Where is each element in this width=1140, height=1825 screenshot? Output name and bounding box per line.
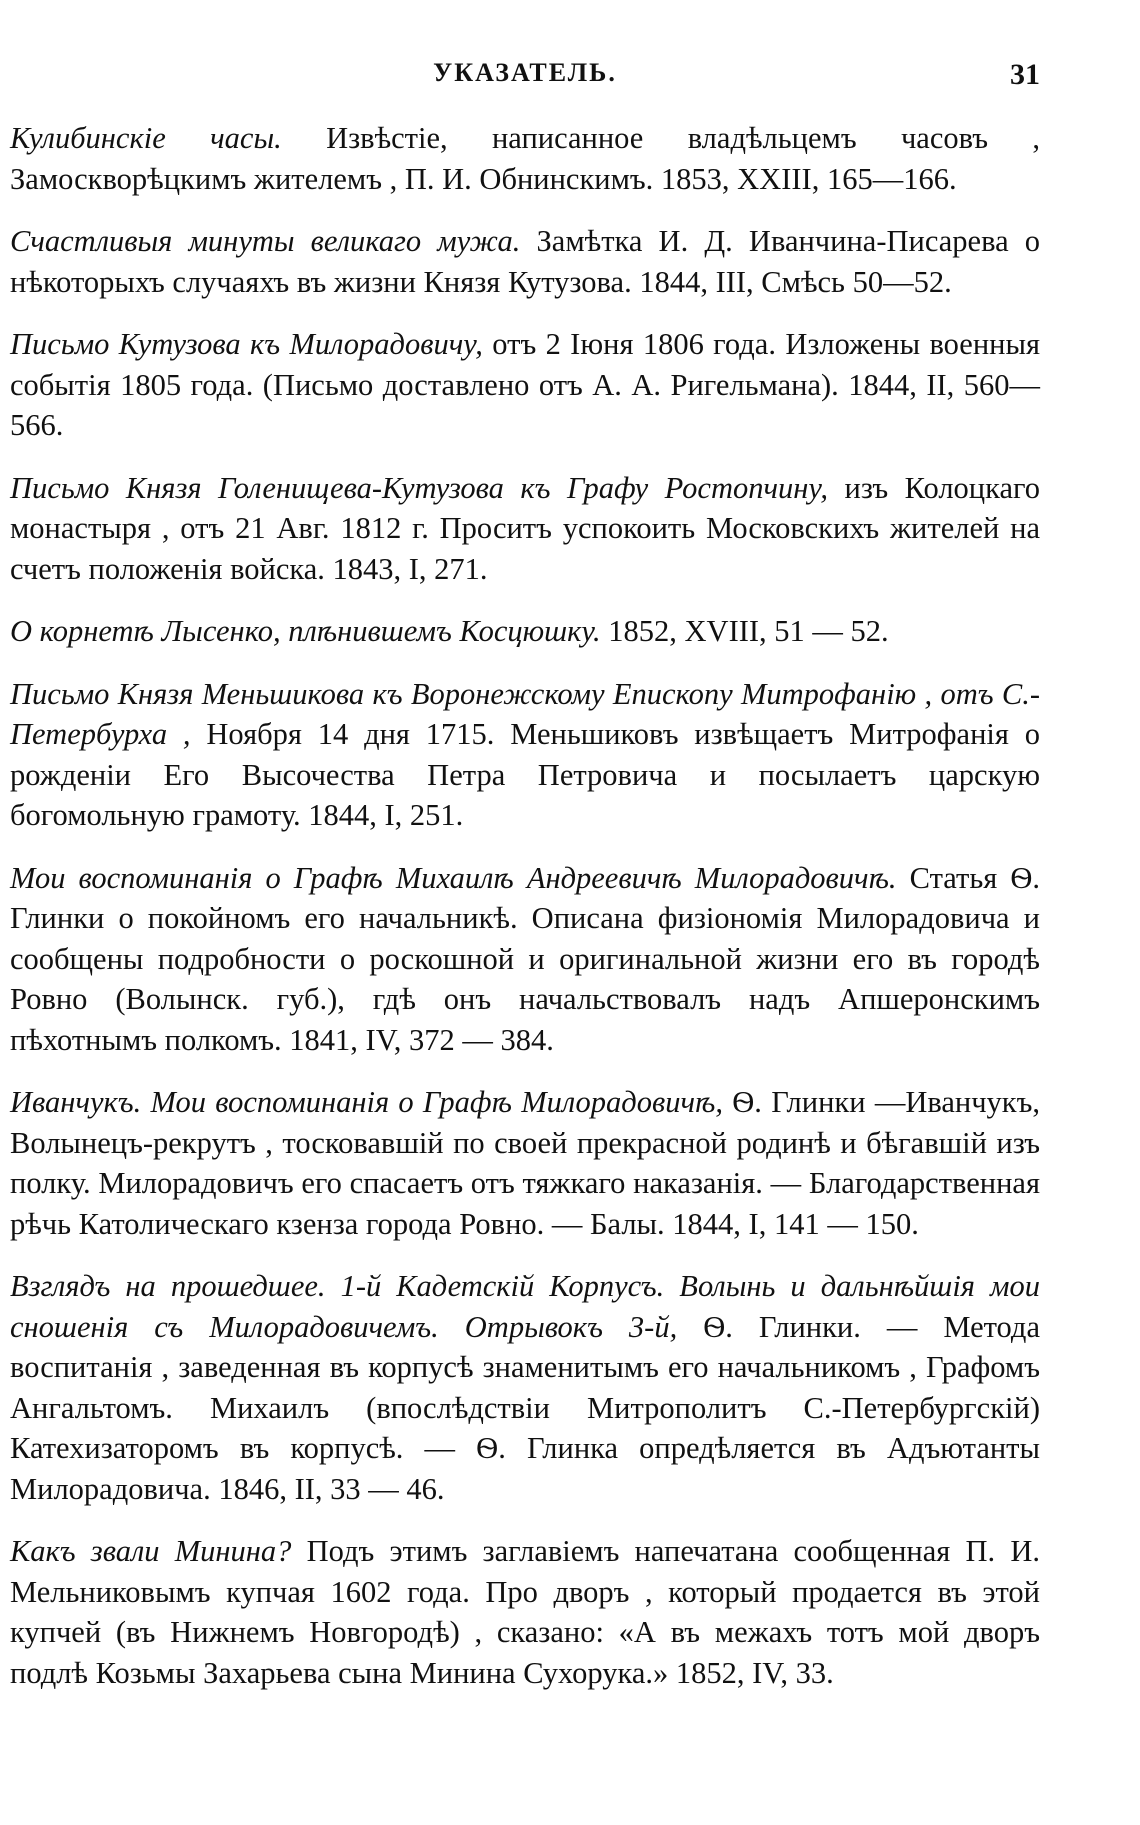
index-entry: [10, 1082, 1040, 1244]
entry-body: Статья Ѳ. Глинки о покойномъ его начальникѣ. Описана физіономія Милорадовича и сообщены подробности о роскошной и оригинальной жизни его въ городѣ Ровно (Волынск. губ.), гдѣ онъ начальствовалъ надъ Апшеронскимъ пѣхотнымъ полкомъ. 1841, IV, 372 — 384.: [10, 860, 1041, 1057]
entry-title: Какъ звали Минина?: [10, 1534, 292, 1568]
index-entry: [10, 1266, 1040, 1509]
entry-body: Ѳ. Глинки. — Метода воспитанія , заведенная въ корпусѣ знаменитымъ его начальникомъ , Графомъ Ангальтомъ. Михаилъ (впослѣдствіи Митрополитъ С.-Петербургскій) Катехизаторомъ въ корпусѣ. — Ѳ. Глинка опредѣляется въ Адъютанты Милорадовича. 1846, II, 33 — 46.: [10, 1309, 1040, 1506]
entry-body: Подъ этимъ заглавіемъ напечатана сообщенная П. И. Мельниковымъ купчая 1602 года. Про дворъ , который продается въ этой купчей (въ Нижнемъ Новгородѣ) , сказано: «А въ межахъ тотъ мой дворъ подлѣ Козьмы Захарьева сына Минина Сухорука.» 1852, IV, 33.: [10, 1534, 1041, 1690]
entry-title: Письмо Кутузова къ Милорадовичу,: [10, 327, 483, 361]
index-entry: [10, 324, 1040, 446]
entry-title: Письмо Князя Меньшикова къ Воронежскому Епископу Митрофанію , отъ С.-Петербурха ,: [10, 676, 1040, 751]
entry-title: Взглядъ на прошедшее. 1-й Кадетскій Корпусъ. Волынь и дальнѣйшія мои сношенія съ Милорадовичемъ. Отрывокъ 3-й,: [10, 1269, 1040, 1344]
index-entry: [10, 118, 1040, 199]
index-entry: [10, 1531, 1040, 1693]
entry-body: 1852, XVIII, 51 — 52.: [600, 614, 889, 648]
page-number: 31: [1010, 58, 1040, 91]
index-entry: [10, 468, 1040, 590]
running-head: [10, 58, 1040, 98]
entry-body: изъ Колоцкаго монастыря , отъ 21 Авг. 1812 г. Проситъ успокоить Московскихъ жителей на счетъ положенія войска. 1843, I, 271.: [10, 470, 1041, 586]
index-entries: [10, 118, 1040, 1693]
entry-body: Извѣстіе, написанное владѣльцемъ часовъ , Замоскворѣцкимъ жителемъ , П. И. Обнинскимъ. 1853, XXIII, 165—166.: [10, 121, 1040, 196]
entry-body: Ноября 14 дня 1715. Меньшиковъ извѣщаетъ Митрофанія о рожденіи Его Высочества Петра Петровича и посылаетъ царскую богомольную грамоту. 1844, I, 251.: [10, 717, 1040, 832]
running-title: УКАЗАТЕЛЬ.: [433, 58, 617, 87]
entry-title: Кулибинскіе часы.: [10, 121, 282, 155]
entry-title: Мои воспоминанія о Графѣ Михаилѣ Андреевичѣ Милорадовичѣ.: [10, 860, 897, 895]
entry-body: Замѣтка И. Д. Иванчина-Писарева о нѣкоторыхъ случаяхъ въ жизни Князя Кутузова. 1844, III, Смѣсь 50—52.: [10, 224, 1040, 299]
entry-title: Иванчукъ. Мои воспоминанія о Графѣ Милорадовичѣ,: [10, 1085, 723, 1119]
entry-body: Ѳ. Глинки —Иванчукъ, Волынецъ-рекрутъ , тосковавшій по своей прекрасной родинѣ и бѣгавшій изъ полку. Милорадовичъ его спасаетъ отъ тяжкаго наказанія. — Благодарственная рѣчь Католическаго кзенза города Ровно. — Балы. 1844, I, 141 — 150.: [10, 1085, 1041, 1241]
index-entry: [10, 674, 1040, 836]
index-entry: [10, 221, 1040, 302]
entry-body: отъ 2 Іюня 1806 года. Изложены военныя событія 1805 года. (Письмо доставлено отъ А. А. Ригельмана). 1844, II, 560—566.: [10, 327, 1041, 442]
index-entry: [10, 611, 1040, 652]
entry-title: Счастливыя минуты великаго мужа.: [10, 224, 521, 258]
entry-title: Письмо Князя Голенищева-Кутузова къ Графу Ростопчину,: [10, 470, 829, 505]
entry-title: О корнетѣ Лысенко, плѣнившемъ Косцюшку.: [10, 614, 601, 648]
index-entry: [10, 858, 1040, 1061]
